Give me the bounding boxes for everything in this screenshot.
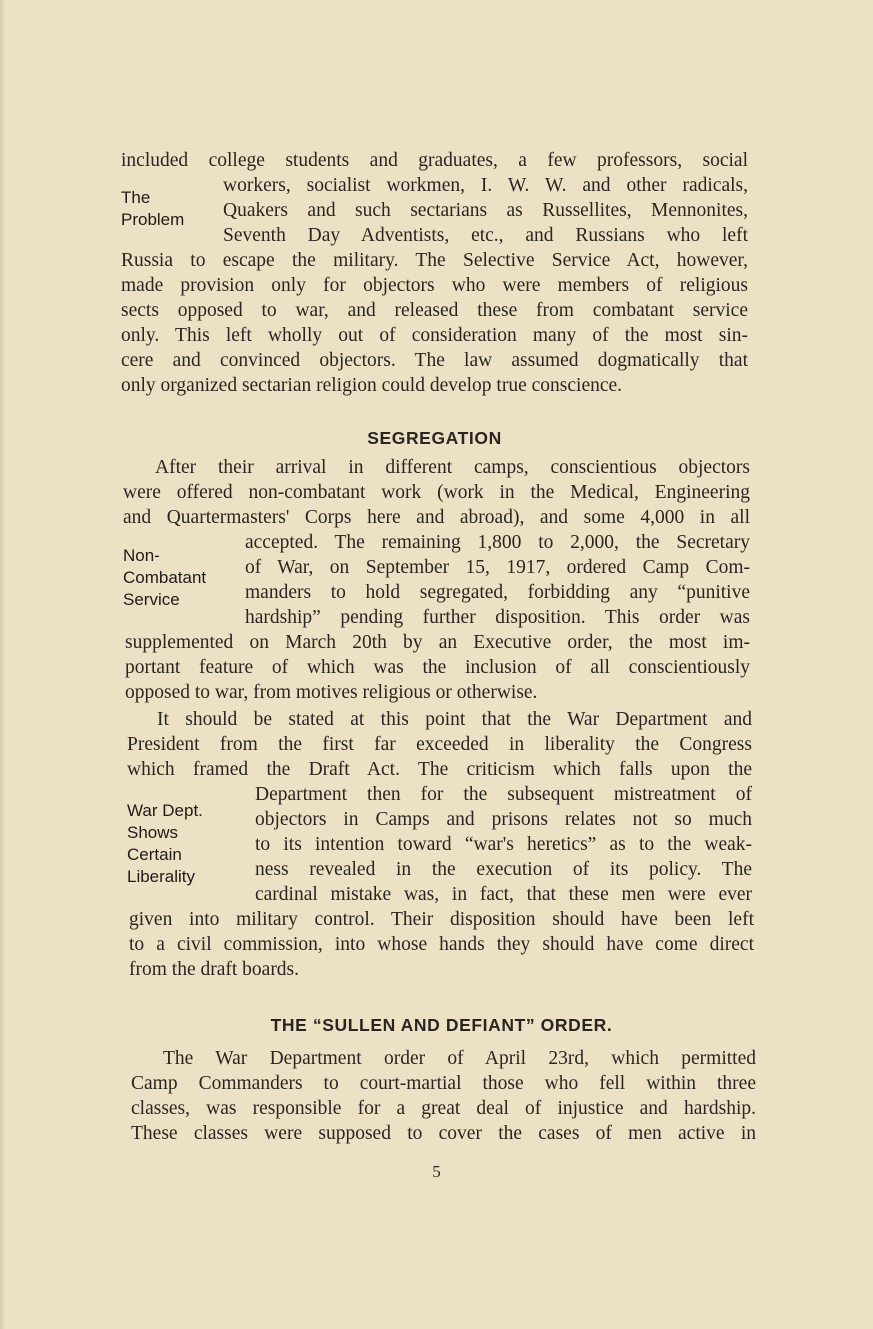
sidenote-line: Problem (121, 210, 185, 229)
page-number: 5 (432, 1162, 441, 1181)
heading-sullen-defiant: THE “SULLEN AND DEFIANT” ORDER. (270, 1015, 613, 1035)
text-line: supplemented on March 20th by an Executive order, the most im- (125, 632, 750, 653)
text-line: objectors in Camps and prisons relates not so much (255, 809, 752, 830)
text-line: President from the first far exceeded in liberality the Congress (127, 734, 752, 755)
text-line: accepted. The remaining 1,800 to 2,000, the Secretary (245, 532, 750, 553)
text-line: and Quartermasters' Corps here and abroad), and some 4,000 in all (123, 507, 750, 528)
text-line: only. This left wholly out of consideration many of the most sin- (121, 325, 748, 346)
sidenote-line: Certain (127, 845, 182, 864)
text-line: only organized sectarian religion could develop true conscience. (121, 375, 623, 396)
text-line: cere and convinced objectors. The law assumed dogmatically that (121, 350, 748, 371)
text-line: cardinal mistake was, in fact, that these men were ever (255, 884, 752, 905)
sidenote-line: Liberality (127, 867, 196, 886)
text-line: opposed to war, from motives religious or otherwise. (125, 682, 538, 703)
sidenote-problem (121, 187, 184, 231)
text-line: included college students and graduates, a few professors, social (121, 150, 748, 171)
text-line: It should be stated at this point that the War Department and (157, 709, 752, 730)
text-line: from the draft boards. (129, 959, 300, 980)
sidenote-line: Combatant (123, 568, 207, 587)
text-line: Quakers and such sectarians as Russellites, Mennonites, (223, 200, 748, 221)
text-line: to its intention toward “war's heretics” as to the weak- (255, 834, 752, 855)
text-line: sects opposed to war, and released these from combatant service (121, 300, 748, 321)
text-line: Department then for the subsequent mistreatment of (255, 784, 752, 805)
text-line: The War Department order of April 23rd, which permitted (163, 1048, 756, 1069)
text-line: which framed the Draft Act. The criticism which falls upon the (127, 759, 752, 780)
sidenote-non-combatant (123, 545, 206, 611)
sidenote-line: War Dept. (127, 801, 203, 820)
sidenote-line: Shows (127, 823, 179, 842)
text-line: given into military control. Their disposition should have been left (129, 909, 754, 930)
sidenote-line: The (121, 188, 151, 207)
text-line: ness revealed in the execution of its policy. The (255, 859, 752, 880)
text-line: Camp Commanders to court-martial those who fell within three (131, 1073, 756, 1094)
text-line: of War, on September 15, 1917, ordered Camp Com- (245, 557, 750, 578)
text-line: made provision only for objectors who were members of religious (121, 275, 748, 296)
text-line: hardship” pending further disposition. This order was (245, 607, 750, 628)
text-line: After their arrival in different camps, conscientious objectors (155, 457, 750, 478)
text-line: manders to hold segregated, forbidding any “punitive (245, 582, 750, 603)
text-line: classes, was responsible for a great deal of injustice and hardship. (131, 1098, 756, 1119)
text-line: Russia to escape the military. The Selective Service Act, however, (121, 250, 748, 271)
text-line: to a civil commission, into whose hands they should have come direct (129, 934, 754, 955)
sidenote-line: Non- (123, 546, 160, 565)
text-line: These classes were supposed to cover the cases of men active in (131, 1123, 756, 1144)
sidenote-line: Service (123, 590, 180, 609)
heading-segregation: SEGREGATION (367, 428, 502, 448)
text-line: portant feature of which was the inclusion of all conscientiously (125, 657, 750, 678)
sidenote-war-dept (127, 800, 203, 888)
text-line: were offered non-combatant work (work in the Medical, Engineering (123, 482, 750, 503)
text-line: workers, socialist workmen, I. W. W. and other radicals, (223, 175, 748, 196)
text-line: Seventh Day Adventists, etc., and Russians who left (223, 225, 748, 246)
page-edge (0, 0, 6, 1329)
